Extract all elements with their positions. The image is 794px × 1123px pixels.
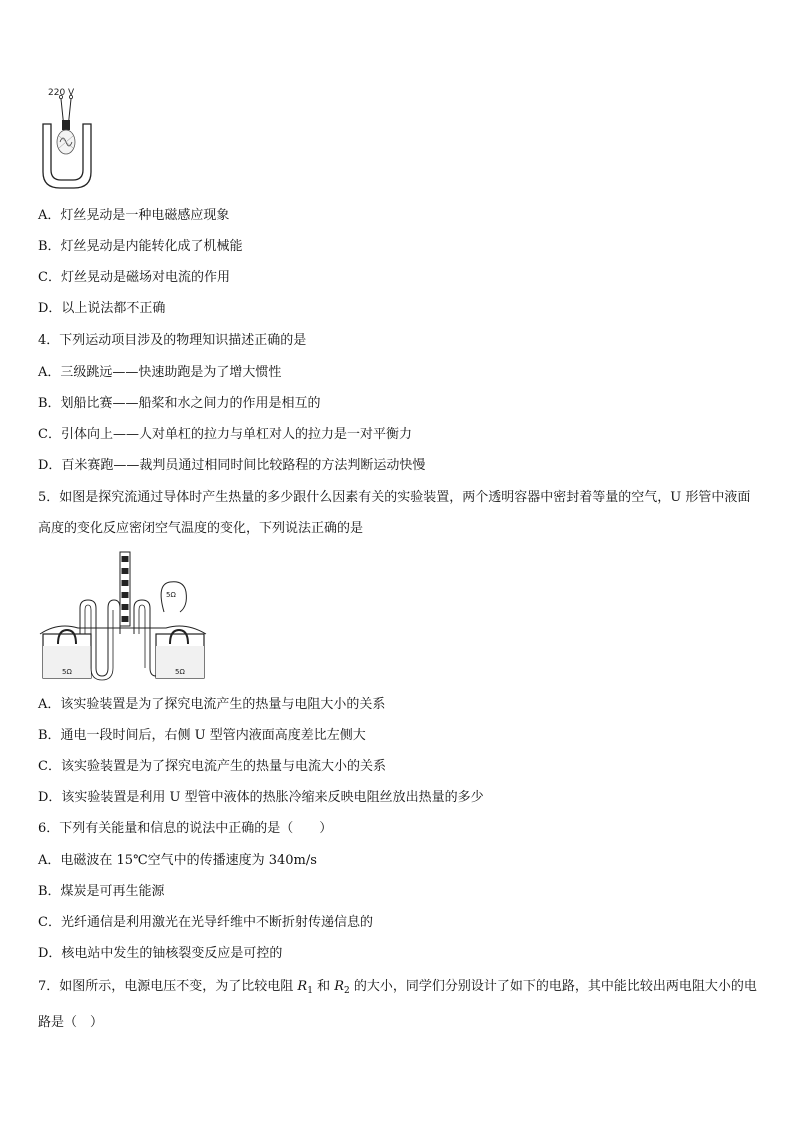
q7-stem-part1: 7．如图所示，电源电压不变，为了比较电阻: [38, 979, 298, 994]
q4-option-c: C．引体向上——人对单杠的拉力与单杠对人的拉力是一对平衡力: [38, 427, 412, 442]
q3-option-d: D．以上说法都不正确: [38, 301, 166, 316]
q4-option-a: A．三级跳远——快速助跑是为了增大惯性: [38, 365, 282, 380]
q5-option-c: C．该实验装置是为了探究电流产生的热量与电流大小的关系: [38, 759, 386, 774]
parallel-resistor-label: 5Ω: [166, 591, 176, 599]
r2-symbol: R: [334, 979, 344, 994]
joule-heating-apparatus-figure: [38, 548, 210, 686]
q6-option-d: D．核电站中发生的铀核裂变反应是可控的: [38, 946, 283, 961]
q5-stem: 5．如图是探究流通过导体时产生热量的多少跟什么因素有关的实验装置，两个透明容器中密封着等量的空气，U 形管中液面高度的变化反应密闭空气温度的变化，下列说法正确的是: [38, 490, 751, 536]
q5-option-a: A．该实验装置是为了探究电流产生的热量与电阻大小的关系: [38, 697, 386, 712]
voltage-label: 220 V: [48, 88, 75, 98]
left-resistor-label: 5Ω: [62, 668, 72, 676]
right-resistor-label: 5Ω: [175, 668, 185, 676]
q7-stem-part3: 的大小，同学们分别设计了如下的电路，其中能比较出两电阻大小的电路是（ ）: [38, 979, 757, 1030]
q6-option-c: C．光纤通信是利用激光在光导纤维中不断折射传递信息的: [38, 915, 373, 930]
q4-option-b: B．划船比赛——船桨和水之间力的作用是相互的: [38, 396, 321, 411]
q3-option-b: B．灯丝晃动是内能转化成了机械能: [38, 239, 243, 254]
q3-option-a: A．灯丝晃动是一种电磁感应现象: [38, 208, 230, 223]
r2-subscript: 2: [344, 986, 350, 996]
r1-subscript: 1: [307, 986, 313, 996]
q6-option-b: B．煤炭是可再生能源: [38, 884, 165, 899]
q6-stem: 6．下列有关能量和信息的说法中正确的是（ ）: [38, 821, 333, 836]
q7-stem: [38, 971, 760, 1038]
r1-symbol: R: [297, 979, 308, 994]
q5-option-b: B．通电一段时间后，右侧 U 型管内液面高度差比左侧大: [38, 728, 366, 743]
bulb-magnet-figure: [40, 84, 100, 194]
q7-stem-part2: 和: [312, 979, 335, 994]
q4-stem: 4．下列运动项目涉及的物理知识描述正确的是: [38, 333, 307, 348]
q5-option-d: D．该实验装置是利用 U 型管中液体的热胀冷缩来反映电阻丝放出热量的多少: [38, 790, 484, 805]
q6-option-a: A．电磁波在 15℃空气中的传播速度为 340m/s: [38, 853, 317, 868]
q4-option-d: D．百米赛跑——裁判员通过相同时间比较路程的方法判断运动快慢: [38, 458, 426, 473]
q3-option-c: C．灯丝晃动是磁场对电流的作用: [38, 270, 230, 285]
